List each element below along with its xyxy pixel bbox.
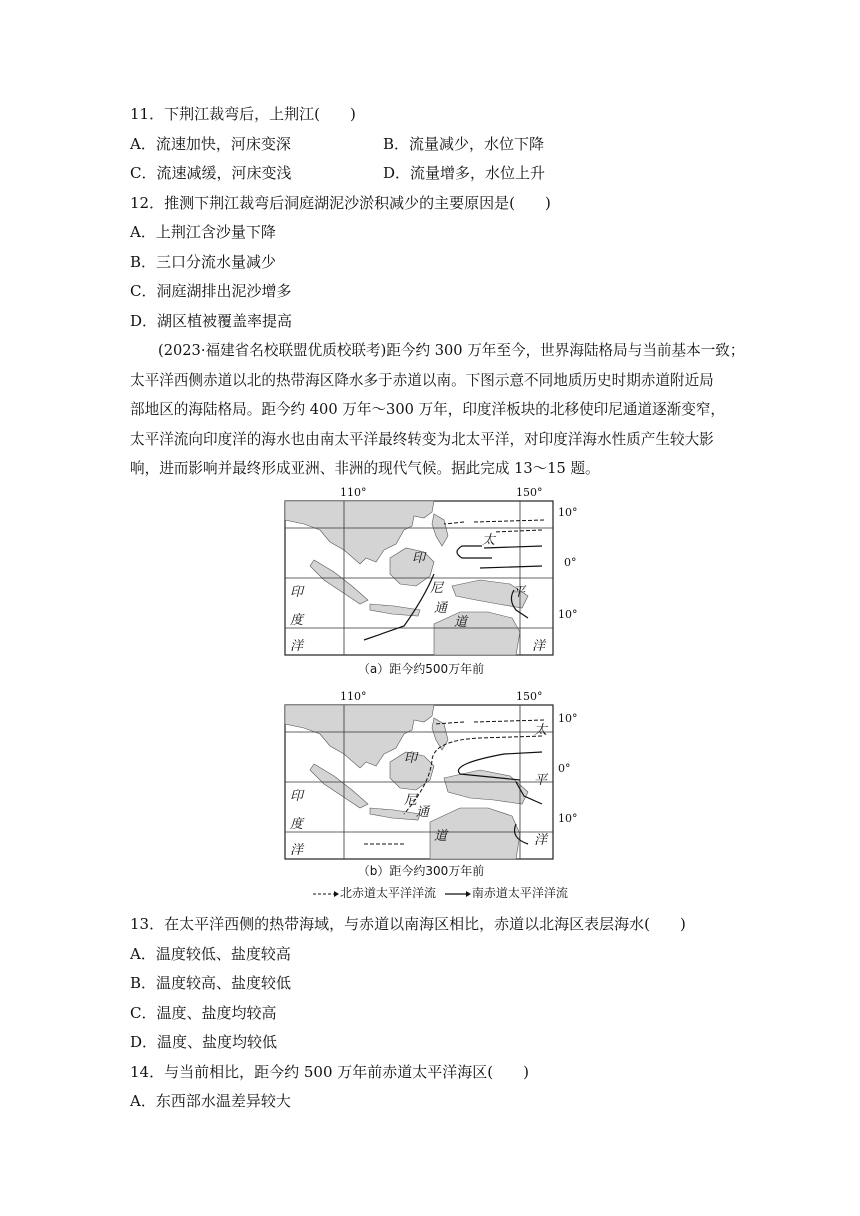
dashed-arrow-icon — [312, 889, 340, 899]
map-a-australia — [434, 612, 520, 655]
map-b-lon-150: 150° — [516, 690, 543, 703]
map-a-label-du: 度 — [290, 613, 304, 628]
map-b-label-yang2: 洋 — [534, 833, 548, 848]
q11-option-a: A．流速加快，河床变深 — [130, 135, 291, 153]
map-a-caption: （a）距今约500万年前 — [357, 662, 485, 676]
passage-line-1: (2023·福建省名校联盟优质校联考)距今约 300 万年至今，世界海陆格局与当前基本一致； — [158, 342, 745, 359]
solid-arrow-icon — [444, 889, 472, 899]
map-b-caption: （b）距今约300万年前 — [357, 864, 485, 878]
map-a-lat-10s: 10° — [558, 608, 578, 621]
map-b-label-dao: 道 — [434, 829, 448, 844]
map-b-label-yin2: 印 — [404, 751, 418, 766]
map-b-label-ping: 平 — [534, 773, 548, 788]
map-a — [284, 500, 554, 656]
q12-option-d: D．湖区植被覆盖率提高 — [130, 312, 293, 330]
q13-option-c: C．温度、盐度均较高 — [130, 1004, 277, 1022]
passage-line-4: 太平洋流向印度洋的海水也由南太平洋最终转变为北太平洋，对印度洋海水性质产生较大影 — [130, 430, 714, 448]
q13-option-d: D．温度、盐度均较低 — [130, 1033, 278, 1051]
map-a-label-tai: 太 — [482, 533, 496, 548]
map-b-label-yang: 洋 — [290, 843, 304, 858]
q12-option-c: C．洞庭湖排出泥沙增多 — [130, 282, 292, 300]
map-b-lat-10s: 10° — [558, 812, 578, 825]
q11-option-c: C．流速减缓，河床变浅 — [130, 164, 292, 182]
q11-option-b: B．流量减少，水位下降 — [383, 135, 545, 153]
map-a-lon-150: 150° — [516, 486, 543, 499]
map-a-label-yang: 洋 — [290, 639, 304, 654]
map-a-figure — [284, 486, 578, 680]
map-a-label-yin: 印 — [290, 585, 304, 600]
passage — [130, 336, 745, 484]
q11-stem: 11．下荆江裁弯后，上荆江( ) — [130, 105, 356, 123]
map-b-label-ni: 尼 — [404, 793, 418, 808]
map-b-label-yin: 印 — [290, 789, 304, 804]
map-b-label-du: 度 — [290, 817, 304, 832]
legend-north-label: 北赤道太平洋洋流 — [340, 886, 437, 900]
map-b-lon-110: 110° — [340, 690, 367, 703]
map-a-lon-110: 110° — [340, 486, 367, 499]
map-b-lat-10n: 10° — [558, 712, 578, 725]
map-a-lat-0: 0° — [564, 556, 577, 569]
q12-stem: 12．推测下荆江裁弯后洞庭湖泥沙淤积减少的主要原因是( ) — [130, 194, 551, 212]
passage-line-5: 响，进而影响并最终形成亚洲、非洲的现代气候。据此完成 13～15 题。 — [130, 460, 600, 477]
map-b-label-tong: 通 — [416, 805, 430, 820]
map-legend — [312, 884, 568, 901]
q13-stem: 13．在太平洋西侧的热带海域，与赤道以南海区相比，赤道以北海区表层海水( ) — [130, 915, 686, 933]
map-a-label-tong: 通 — [434, 601, 448, 616]
map-a-label-ni: 尼 — [430, 581, 444, 596]
q12-option-b: B．三口分流水量减少 — [130, 253, 277, 271]
map-b — [284, 704, 554, 860]
q13-option-b: B．温度较高、盐度较低 — [130, 974, 292, 992]
map-a-label-ping: 平 — [512, 585, 526, 600]
map-a-label-yang2: 洋 — [532, 639, 546, 654]
map-a-label-dao: 道 — [454, 615, 468, 630]
q11-option-d: D．流量增多，水位上升 — [383, 164, 546, 182]
map-b-figure — [284, 690, 578, 884]
q13-option-a: A．温度较低、盐度较高 — [130, 945, 291, 963]
map-b-label-tai: 太 — [534, 723, 548, 738]
passage-line-3: 部地区的海陆格局。距今约 400 万年～300 万年，印度洋板块的北移使印尼通道逐渐变窄， — [130, 401, 726, 418]
map-a-lat-10n: 10° — [558, 506, 578, 519]
legend-south-label: 南赤道太平洋洋流 — [471, 886, 568, 900]
q14-stem: 14．与当前相比，距今约 500 万年前赤道太平洋海区( ) — [130, 1063, 529, 1081]
map-a-label-yin2: 印 — [412, 551, 426, 566]
q12-option-a: A．上荆江含沙量下降 — [130, 223, 276, 241]
map-b-lat-0: 0° — [558, 762, 571, 775]
passage-line-2: 太平洋西侧赤道以北的热带海区降水多于赤道以南。下图示意不同地质历史时期赤道附近局 — [130, 371, 714, 389]
q14-option-a: A．东西部水温差异较大 — [130, 1092, 291, 1110]
